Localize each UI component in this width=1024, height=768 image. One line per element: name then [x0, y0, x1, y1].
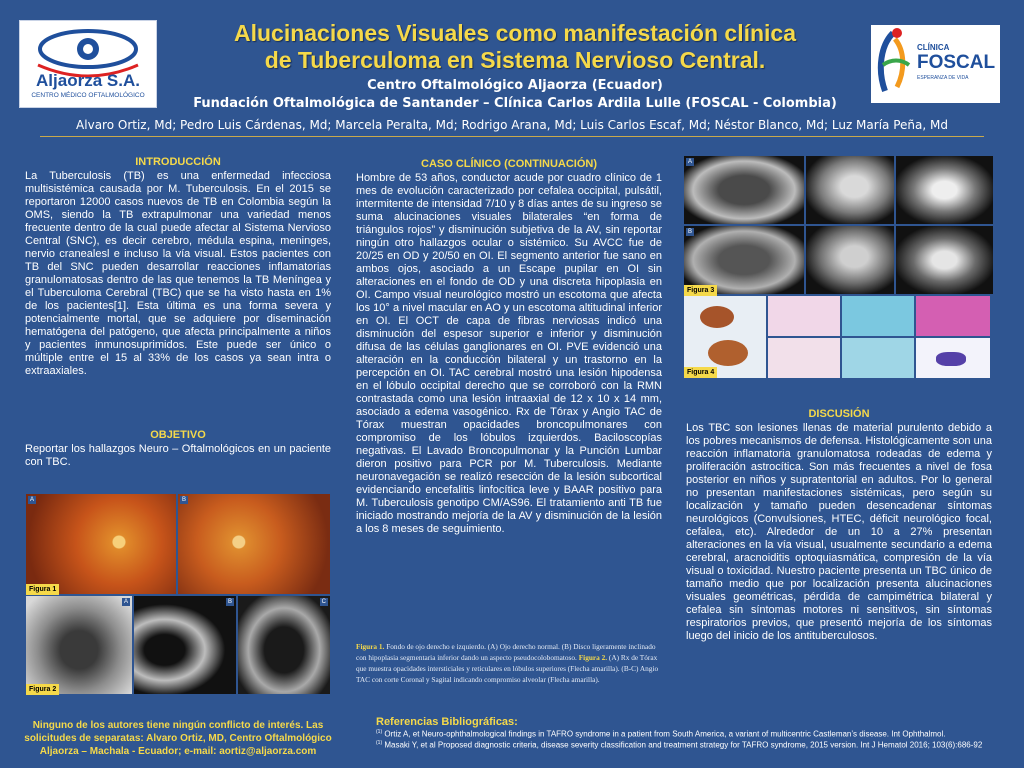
fundus-right-eye: [26, 494, 176, 594]
caso-text: Hombre de 53 años, conductor acude por cuadro clínico de 1 mes de evolución caracterizado por cefalea occipital, pulsátil, intermitente de intensidad 7/10 y 8 días antes de su ingreso se suma alucinaciones visuales bilaterales “en forma de triángulos rojos” y disminución subjetiva de la AV, sin reportar ningún otro hallazgos ocular o sistémico. Su AVCC fue de 20/25 en OD y 20/50 en OI. El segmento anterior fue sano en ambos ojos, asociado a un Escape pupilar en OI sin alteraciones en el fondo de OD y una discreta hipoplasia en OI. Campo visual neurológico mostró un escotoma que afecta los 10° a nivel macular en AO y un escotoma altitudinal inferior en OI. El OCT de capa de fibras nerviosas indicó una disminución del espesor superior e inferior y disminución difusa de las células ganglionares en OI. PVE evidenció una alteración en la conducción bilateral y un trastorno en la percepción en OI. TAC cerebral mostró una lesión hipodensa en el lóbulo occipital derecho que se corroboró con la RMN contrastada como una lesión intraaxial de 12 x 10 x 14 mm, asociado a edema vasogénico. Rx de Tórax y Angio TAC de Tórax muestran opacidades broncopulmonares con compromiso de los lóbulos izquierdos. Baciloscopías negativas. El Lavado Broncopulmonar y la Punción Lumbar dieron positivo para PCR por M. Tuberculosis. Mediante neuronavegación se realizó resección de la lesión subcortical evidenciando encefalitis linfocítica leve y BAAR positivo para M. Tuberculosis genotipo CM/AS96. El tratamiento anti TB fue iniciado mostrando mejoría de la AV y disminución de la lesión a los 8 meses de seguimiento.: [356, 172, 662, 535]
conflict-statement: Ninguno de los autores tiene ningún conflicto de interés. Las solicitudes de separatas: Alvaro Ortiz, MD, Centro Oftalmológico Aljaorza – Machala - Ecuador; e-mail: aortiz@aljaorza.com: [24, 720, 332, 757]
caption-fig1-label: Figura 1.: [356, 642, 385, 651]
discusion-text: Los TBC son lesiones llenas de material purulento debido a los pobres mecanismos de defensa. Histológicamente son una reacción inflamatoria granulomatosa rodeadas de edema y proliferación astrocítica. Son más frecuentes a nivel de fosa posterior en niños y supratentorial en adultos. Por lo general no presentan manifestaciones sistémicas, pero según su localización y tamaño pueden desencadenar síntomas neurológicos (Convulsiones, HTEC, déficit neurológico focal, cefalea, etc). Alrededor de un 10 a 27% presentan alteraciones en la vía visual, usualmente secundario a edema cerebral, aracnoiditis optoquiasmática, compresión de la vía visual o toxicidad. Nuestro paciente presenta un TBC único de tamaño medio que por localización presenta alucinaciones visuales geométricas, pérdida de campimétrica bilateral y cefalea sin síntomas motores ni sensitivos, sin síntomas respiratorios previos, que presentó mejoría de los síntomas luego del inicio de los antituberculosos.: [686, 422, 992, 642]
aljaorza-sub: CENTRO MÉDICO OFTALMOLÓGICO: [31, 92, 145, 99]
header-divider: [40, 136, 984, 137]
foscal-logo: [871, 25, 1000, 103]
caption-fig1-text: Fondo de ojo derecho e izquierdo. (A) Ojo derecho normal. (B) Disco ligeramente inclinado con hipoplasia segmentaria inferior dando un aspecto pseudocolobomatoso.: [356, 642, 656, 662]
panel-badge: A: [30, 497, 35, 503]
figure-2-label: Figura 2: [26, 684, 59, 695]
figure-3-label: Figura 3: [684, 285, 717, 296]
surgical-specimen: [684, 296, 766, 378]
ref-2-text: Masaki Y, et al Proposed diagnostic criteria, disease severity classification and treatment strategy for TAFRO syndrome, 2015 version. Int J Hematol 2016; 103(6):686-92: [384, 740, 983, 750]
objetivo-text: Reportar los hallazgos Neuro – Oftalmológicos en un paciente con TBC.: [25, 443, 331, 468]
institution-1: Centro Oftalmológico Aljaorza (Ecuador): [367, 78, 663, 93]
intro-text: La Tuberculosis (TB) es una enfermedad infecciosa multisistémica causada por M. Tuberculosis. En el 2015 se reportaron 12000 casos nuevos de TB en Colombia según la OMS, siendo la TB extrapulmonar una variedad menos frecuente dentro de la cual puede afectar al Sistema Nervioso Central (SNC), es decir cerebro, médula espina, meninges, nervio cranealesl e incluso la vía visual. Estos pacientes con TB del SNC pueden desarrollar reacciones inflamatorias granulomatosas dentro de las que tenemos la TB Meníngea y el Tuberculoma Cerebral (TBC) que se ha visto hasta en 1% de los pacientes[1]. Esta última es una forma severa y potencialmente mortal, que se adquiere por diseminación hematógena del patógeno, que afecta principalmente a niños y pacientes inmunosuprimidos. Este puede ser único o múltiple entre el 15 al 33% de los casos ya sean intra o extraaxiales.: [25, 170, 331, 377]
histology-2: [842, 296, 914, 336]
angio-ct-sagittal: [238, 596, 330, 694]
mri-axial-b: [896, 226, 993, 294]
histology-1: [768, 296, 840, 336]
specimen-piece-1: [700, 306, 734, 328]
figure-1-label: Figura 1: [26, 584, 59, 595]
reference-2: [376, 740, 1016, 750]
title-line-1: Alucinaciones Visuales como manifestación clínica: [233, 20, 796, 46]
caption-fig2-text: (A) Rx de Tórax que muestra opacidades intersticiales y reticulares en lóbulos superiores (Flecha amarilla). (B-C) Angio TAC con corte Coronal y Sagital indicando compromiso alveolar (Flecha amarilla).: [356, 653, 659, 684]
panel-badge: A: [688, 159, 693, 165]
aljaorza-logo: [19, 20, 157, 108]
fundus-left-eye: [178, 494, 330, 594]
mri-axial-a: [896, 156, 993, 224]
figure-4-label: Figura 4: [684, 367, 717, 378]
histology-3: [916, 296, 990, 336]
panel-badge: B: [227, 599, 232, 605]
histology-6: [916, 338, 990, 378]
angio-ct-coronal: [134, 596, 236, 694]
stain-blob: [936, 352, 966, 366]
references-title: Referencias Bibliográficas:: [376, 716, 518, 728]
aljaorza-name: Aljaorza S.A.: [36, 71, 140, 90]
ct-axial-a: [684, 156, 804, 224]
reference-1: [376, 729, 1016, 739]
mri-sagittal-b: [806, 226, 894, 294]
chest-xray: [26, 596, 132, 694]
foscal-name: FOSCAL: [917, 52, 996, 73]
panel-badge: B: [182, 497, 187, 503]
specimen-piece-2: [708, 340, 748, 366]
objetivo-title: OBJETIVO: [150, 429, 206, 441]
authors: Alvaro Ortiz, Md; Pedro Luis Cárdenas, Md; Marcela Peralta, Md; Rodrigo Arana, Md; Luis Carlos Escaf, Md; Néstor Blanco, Md; Luz María Peña, Md: [76, 118, 948, 132]
ref-2-number: (1): [376, 740, 383, 746]
ref-1-number: (1): [376, 729, 383, 735]
panel-badge: A: [123, 599, 128, 605]
histology-5: [842, 338, 914, 378]
intro-title: INTRODUCCIÓN: [135, 156, 221, 168]
figure-caption: [356, 641, 662, 685]
discusion-title: DISCUSIÓN: [808, 408, 870, 420]
title-line-2: de Tuberculoma en Sistema Nervioso Central.: [264, 47, 766, 73]
poster-title: [165, 20, 865, 74]
foscal-clinica: CLÍNICA: [917, 43, 950, 52]
histology-4: [768, 338, 840, 378]
panel-badge: B: [688, 229, 693, 235]
ref-1-text: Ortiz A, et Neuro-ophthalmological findings in TAFRO syndrome in a patient from South America, a variant of multicentric Castleman’s disease. Int Ophthalmol.: [384, 729, 946, 739]
foscal-figure-icon: [871, 25, 915, 103]
institution-2: Fundación Oftalmológica de Santander – Clínica Carlos Ardila Lulle (FOSCAL - Colombia): [193, 96, 837, 111]
caption-fig2-label: Figura 2.: [578, 653, 608, 662]
caso-title: CASO CLÍNICO (CONTINUACIÓN): [421, 158, 597, 170]
mri-sagittal-a: [806, 156, 894, 224]
ct-axial-b: [684, 226, 804, 294]
foscal-sub: ESPERANZA DE VIDA: [917, 75, 969, 81]
panel-badge: C: [321, 599, 326, 605]
